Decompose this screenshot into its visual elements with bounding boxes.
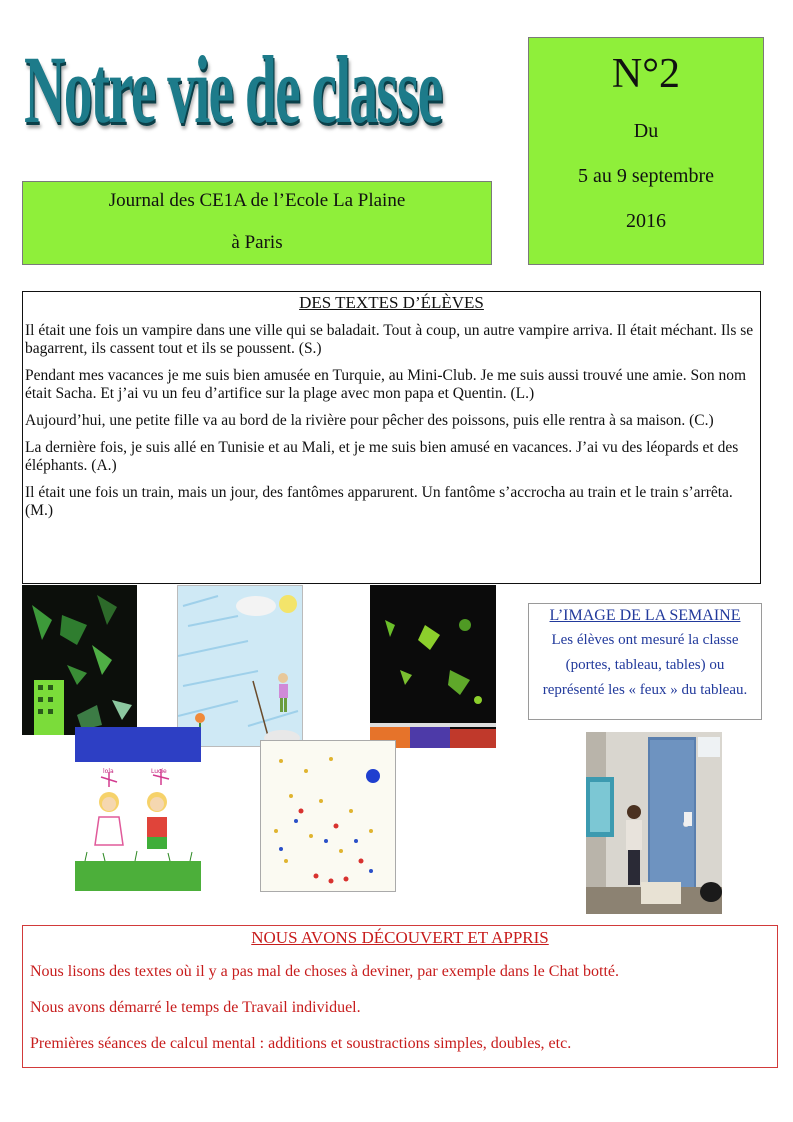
issue-year: 2016 [626,210,666,232]
drawing-two-girls [75,727,201,891]
classroom-photo [586,732,722,914]
drawing-dark-city [22,585,137,735]
issue-number: N°2 [611,51,681,97]
journal-name: Journal des CE1A de l’Ecole La Plaine [108,190,406,211]
newspaper-title: Notre vie de classe [24,36,442,143]
drawing-black-fireworks [370,585,496,748]
image-of-week-heading: L’IMAGE DE LA SEMAINE [549,607,741,624]
learned-item: Nous lisons des textes où il y a pas mal de choses à deviner, par exemple dans le Chat botté. [30,963,619,980]
date-range: 5 au 9 septembre [577,165,715,187]
student-text: Il était une fois un train, mais un jour, des fantômes apparurent. Un fantôme s’accrocha au train et le train s’arrêta. (M.) [25,484,733,519]
student-text: Il était une fois un vampire dans une ville qui se baladait. Tout à coup, un autre vampire arriva. Il était méchant. Ils se bagarrent, ils cassent tout et ils se poussent. (S.) [25,322,754,357]
journal-box [22,181,492,265]
drawing-colored-dots [260,740,396,892]
image-of-week-box [528,603,762,720]
drawing-label-lucie: Lucie [151,768,167,775]
image-of-week-line: Les élèves ont mesuré la classe [551,632,739,648]
date-from: Du [633,120,659,142]
journal-location: à Paris [231,232,283,253]
student-texts-section [22,291,761,584]
learned-heading: NOUS AVONS DÉCOUVERT ET APPRIS [251,928,549,947]
student-text: Aujourd’hui, une petite fille va au bord de la rivière pour pêcher des poissons, puis elle rentra à sa maison. (C.) [25,412,714,429]
learned-item: Premières séances de calcul mental : additions et soustractions simples, doubles, etc. [30,1035,572,1052]
drawing-fishing-girl [177,585,303,747]
student-texts-heading: DES TEXTES D’ÉLÈVES [299,293,484,312]
issue-box [528,37,764,265]
image-of-week-line: (portes, tableau, tables) ou [565,657,725,673]
image-of-week-line: représenté les « feux » du tableau. [542,682,748,698]
student-text: Pendant mes vacances je me suis bien amusée en Turquie, au Mini-Club. Je me suis aussi trouvé une amie. Son nom était Sacha. Et j’ai vu un feu d’artifice sur la plage avec mon papa et Quentin. (L.) [25,367,747,402]
learned-section [22,925,778,1068]
drawing-label-lola: lola [103,768,114,775]
student-text: La dernière fois, je suis allé en Tunisie et au Mali, et je me suis bien amusé en vacances. J’ai vu des léopards et des éléphants. (A.) [25,439,739,474]
learned-item: Nous avons démarré le temps de Travail individuel. [30,999,361,1016]
